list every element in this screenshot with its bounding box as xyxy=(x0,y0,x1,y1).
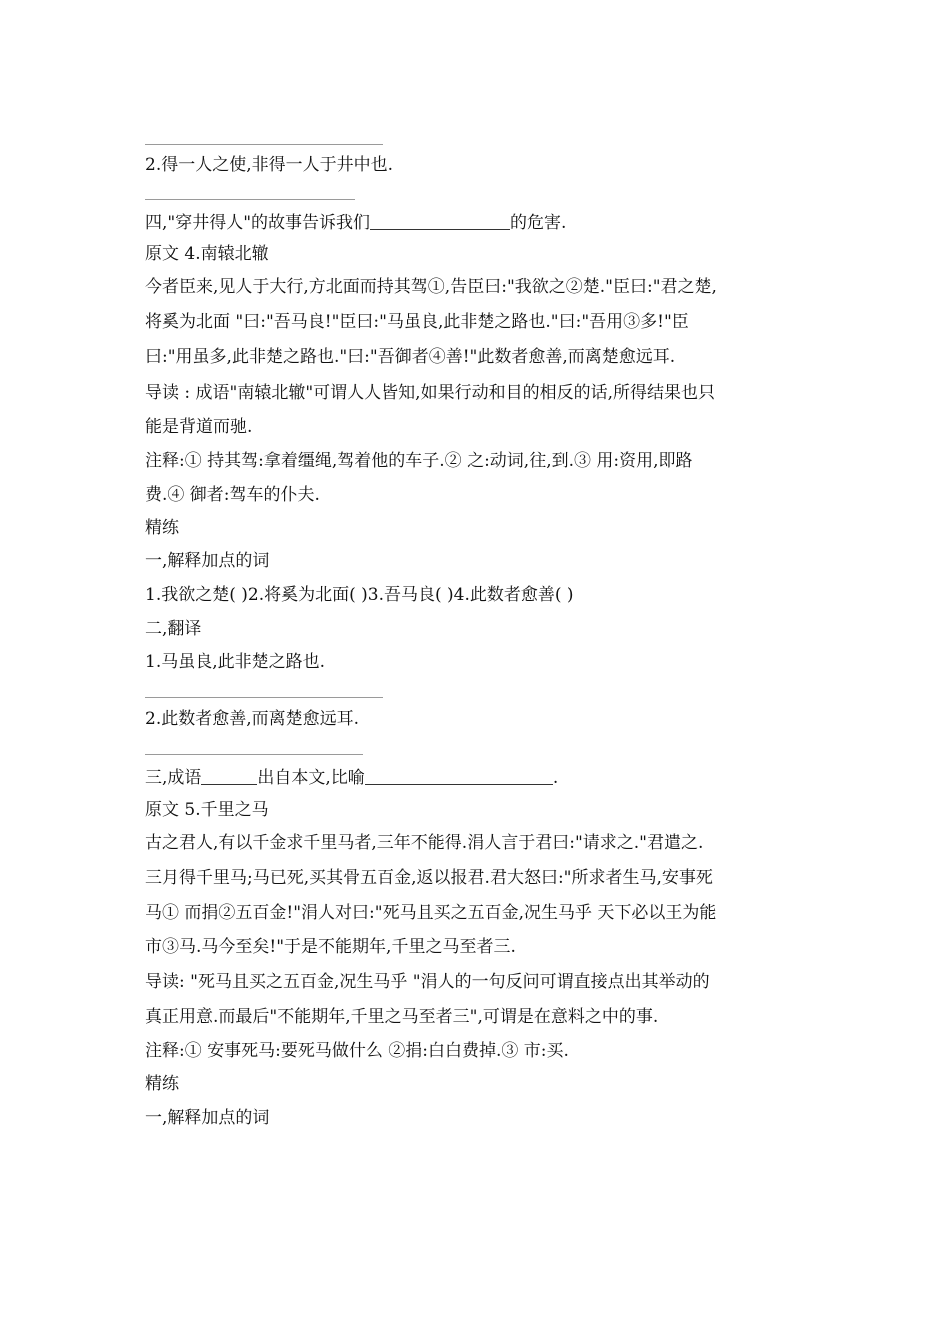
section-title: 原文 5.千里之马 xyxy=(145,800,269,820)
text-line: 2.得一人之使,非得一人于井中也. xyxy=(145,155,394,175)
text-line: 精练 xyxy=(145,518,179,538)
text-line: 注释:① 持其驾:拿着缰绳,驾着他的车子.② 之:动词,往,到.③ 用:资用,即路 xyxy=(145,451,693,471)
text-line: 今者臣来,见人于大行,方北面而持其驾①,告臣曰:"我欲之②楚."臣曰:"君之楚, xyxy=(145,277,717,297)
text-line: 一,解释加点的词 xyxy=(145,1108,270,1128)
text-line: 能是背道而驰. xyxy=(145,417,253,437)
answer-line xyxy=(145,754,363,755)
text-line: 2.此数者愈善,而离楚愈远耳. xyxy=(145,709,360,729)
fill-blank[interactable] xyxy=(370,229,510,230)
text-line: 古之君人,有以千金求千里马者,三年不能得.涓人言于君曰:"请求之."君遣之. xyxy=(145,833,704,853)
document-body xyxy=(145,128,825,1135)
answer-line xyxy=(145,697,383,698)
text-line: 1.马虽良,此非楚之路也. xyxy=(145,652,326,672)
text-segment: 的危害. xyxy=(510,213,567,233)
fill-blank[interactable] xyxy=(365,784,553,785)
text-line: 导读 : 成语"南辕北辙"可谓人人皆知,如果行动和目的相反的话,所得结果也只 xyxy=(145,383,715,403)
text-line: 精练 xyxy=(145,1074,179,1094)
answer-line xyxy=(145,199,355,200)
text-segment: 出自本文,比喻 xyxy=(257,768,365,788)
question-three xyxy=(145,763,825,794)
text-line: 注释:① 安事死马:要死马做什么 ②捐:白白费掉.③ 市:买. xyxy=(145,1041,569,1061)
text-line: 一,解释加点的词 xyxy=(145,551,270,571)
text-line: 曰:"用虽多,此非楚之路也."曰:"吾御者④善!"此数者愈善,而离楚愈远耳. xyxy=(145,347,676,367)
text-line: 导读: "死马且买之五百金,况生马乎 "涓人的一句反问可谓直接点出其举动的 xyxy=(145,972,710,992)
text-line: 三月得千里马;马已死,买其骨五百金,返以报君.君大怒曰:"所求者生马,安事死 xyxy=(145,868,713,888)
answer-line xyxy=(145,144,383,145)
text-line: 市③马.马今至矣!"于是不能期年,千里之马至者三. xyxy=(145,937,516,957)
text-segment: 三,成语 xyxy=(145,768,202,788)
text-segment: 四,"穿井得人"的故事告诉我们 xyxy=(145,213,371,233)
text-line: 二,翻译 xyxy=(145,619,202,639)
text-line: 1.我欲之楚( )2.将奚为北面( )3.吾马良( )4.此数者愈善( ) xyxy=(145,585,574,605)
text-line: 真正用意.而最后"不能期年,千里之马至者三",可谓是在意料之中的事. xyxy=(145,1007,659,1027)
text-line: 将奚为北面 "曰:"吾马良!"臣曰:"马虽良,此非楚之路也."曰:"吾用③多!"臣 xyxy=(145,312,689,332)
text-line: 马① 而捐②五百金!"涓人对曰:"死马且买之五百金,况生马乎 天下必以王为能 xyxy=(145,903,717,923)
text-segment: . xyxy=(552,768,559,788)
section-title: 原文 4.南辕北辙 xyxy=(145,244,269,264)
fill-blank[interactable] xyxy=(201,784,257,785)
text-line: 费.④ 御者:驾车的仆夫. xyxy=(145,485,320,505)
question-four xyxy=(145,208,825,239)
